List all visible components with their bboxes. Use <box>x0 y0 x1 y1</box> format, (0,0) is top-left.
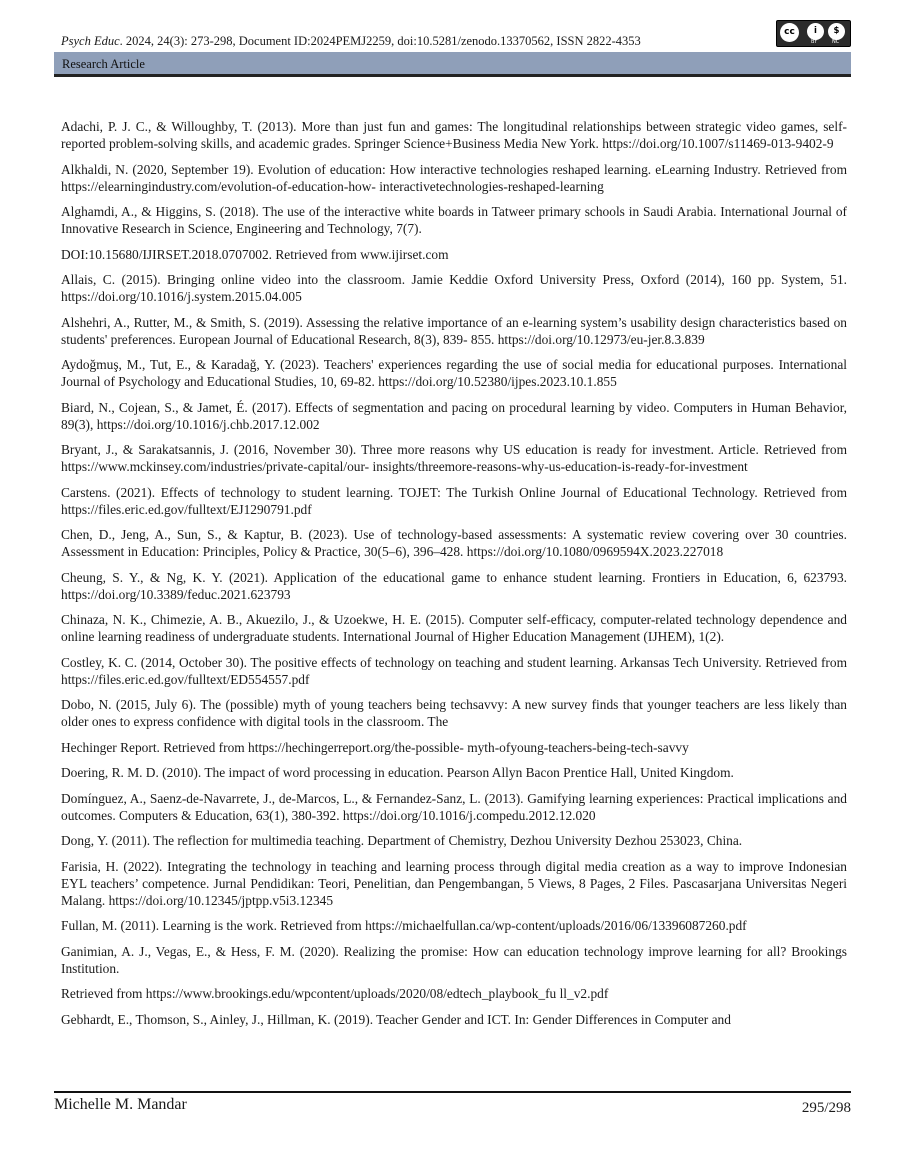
article-type-label: Research Article <box>62 57 145 71</box>
reference-entry: Adachi, P. J. C., & Willoughby, T. (2013). More than just fun and games: The longitudinal relationships between strategic video games, self-reported problem-solving skills, and academic grades. Springer Science+Business Media New York. https://doi.org/10.1007/s11469-013-9402-9 <box>61 119 847 151</box>
reference-entry: Fullan, M. (2011). Learning is the work. Retrieved from https://michaelfullan.ca/wp-content/uploads/2016/06/13396087260.pdf <box>61 918 747 933</box>
reference-entry: Bryant, J., & Sarakatsannis, J. (2016, November 30). Three more reasons why US education is ready for investment. Article. Retrieved from https://www.mckinsey.com/industries/private-capital/our- insights/threemore-reasons-why-us-education-is-ready-for-investment <box>61 442 847 474</box>
reference-entry: Doering, R. M. D. (2010). The impact of word processing in education. Pearson Allyn Bacon Prentice Hall, United Kingdom. <box>61 765 734 780</box>
reference-list <box>61 118 847 1036</box>
reference-entry: Retrieved from https://www.brookings.edu/wpcontent/uploads/2020/08/edtech_playbook_fu ll_v2.pdf <box>61 986 609 1001</box>
reference-entry: Allais, C. (2015). Bringing online video into the classroom. Jamie Keddie Oxford University Press, Oxford (2014), 160 pp. System, 51. https://doi.org/10.1016/j.system.2015.04.005 <box>61 272 847 304</box>
by-label: BY <box>811 39 818 45</box>
page-number: 295/298 <box>801 1100 851 1116</box>
citation-details: . 2024, 24(3): 273-298, Document ID:2024PEMJ2259, doi:10.5281/zenodo.13370562, ISSN 2822-4353 <box>119 34 641 48</box>
article-type-bar <box>54 52 851 77</box>
reference-entry: Chinaza, N. K., Chimezie, A. B., Akuezilo, J., & Uzoekwe, H. E. (2015). Computer self-efficacy, computer-related technology dependence and online learning readiness of undergraduate students. International Journal of Higher Education Management (IJHEM), 1(2). <box>61 612 847 644</box>
attribution-icon: i <box>807 23 824 40</box>
reference-entry: Alghamdi, A., & Higgins, S. (2018). The use of the interactive white boards in Tatweer primary schools in Saudi Arabia. International Journal of Innovative Research in Science, Engineering and Technology, 7(7). <box>61 204 847 236</box>
reference-entry: Cheung, S. Y., & Ng, K. Y. (2021). Application of the educational game to enhance student learning. Frontiers in Education, 6, 623793. https://doi.org/10.3389/feduc.2021.623793 <box>61 569 847 602</box>
reference-entry: Ganimian, A. J., Vegas, E., & Hess, F. M. (2020). Realizing the promise: How can education technology improve learning for all? Brookings Institution. <box>61 943 847 976</box>
reference-entry: Carstens. (2021). Effects of technology to student learning. TOJET: The Turkish Online Journal of Educational Technology. Retrieved from https://files.eric.ed.gov/fulltext/EJ1290791.pdf <box>61 484 847 517</box>
journal-citation-header <box>61 34 641 49</box>
reference-entry: Farisia, H. (2022). Integrating the technology in teaching and learning process through digital media creation as a way to improve Indonesian EYL teachers’ competence. Jurnal Pendidikan: Teori, Penelitian, dan Pengembangan, 5 Views, 8 Pages, 2 Files. Pascasarjana Universitas Negeri Malang. https://doi.org/10.12345/jptpp.v5i3.12345 <box>61 858 847 908</box>
reference-entry: Alshehri, A., Rutter, M., & Smith, S. (2019). Assessing the relative importance of an e-learning system’s usability design characteristics based on students' preferences. European Journal of Educational Research, 8(3), 839- 855. https://doi.org/10.12973/eu-jer.8.3.839 <box>61 314 847 347</box>
reference-entry: Aydoğmuş, M., Tut, E., & Karadağ, Y. (2023). Teachers' experiences regarding the use of social media for educational purposes. International Journal of Psychology and Educational Studies, 10, 69-82. https://doi.org/10.52380/ijpes.2023.10.1.855 <box>61 357 847 389</box>
noncommercial-icon: $ <box>828 23 845 40</box>
reference-entry: Hechinger Report. Retrieved from https://hechingerreport.org/the-possible- myth-ofyoung-teachers-being-tech-savvy <box>61 739 689 755</box>
journal-name: Psych Educ <box>61 34 120 48</box>
reference-entry: Gebhardt, E., Thomson, S., Ainley, J., Hillman, K. (2019). Teacher Gender and ICT. In: Gender Differences in Computer and <box>61 1011 731 1027</box>
cc-license-badge[interactable] <box>776 20 851 47</box>
reference-entry: Chen, D., Jeng, A., Sun, S., & Kaptur, B. (2023). Use of technology-based assessments: A systematic review covering over 30 countries. Assessment in Education: Principles, Policy & Practice, 30(5–6), 396–428. https://doi.org/10.1080/0969594X.2023.227018 <box>61 527 847 559</box>
footer-divider <box>54 1091 851 1093</box>
footer-author: Michelle M. Mandar <box>54 1096 187 1113</box>
reference-entry: DOI:10.15680/IJIRSET.2018.0707002. Retrieved from www.ijirset.com <box>61 246 449 262</box>
reference-entry: Dobo, N. (2015, July 6). The (possible) myth of young teachers being techsavvy: A new survey finds that younger teachers are less likely than older ones to express confidence with digital tools in the classroom. The <box>61 697 847 729</box>
nc-label: NC <box>832 39 840 45</box>
reference-entry: Dong, Y. (2011). The reflection for multimedia teaching. Department of Chemistry, Dezhou University Dezhou 253023, China. <box>61 833 743 848</box>
reference-entry: Biard, N., Cojean, S., & Jamet, É. (2017). Effects of segmentation and pacing on procedural learning by video. Computers in Human Behavior, 89(3), https://doi.org/10.1016/j.chb.2017.12.002 <box>61 399 847 432</box>
reference-entry: Costley, K. C. (2014, October 30). The positive effects of technology on teaching and student learning. Arkansas Tech University. Retrieved from https://files.eric.ed.gov/fulltext/ED554557.pdf <box>61 654 847 687</box>
reference-entry: Domínguez, A., Saenz-de-Navarrete, J., de-Marcos, L., & Fernandez-Sanz, L. (2013). Gamifying learning experiences: Practical implications and outcomes. Computers & Education, 63(1), 380-392. https://doi.org/10.1016/j.compedu.2012.12.020 <box>61 790 847 823</box>
reference-entry: Alkhaldi, N. (2020, September 19). Evolution of education: How interactive technologies reshaped learning. eLearning Industry. Retrieved from https://elearningindustry.com/evolution-of-education-how- interactivetechnologies-reshaped-learning <box>61 161 847 194</box>
cc-icon: cc <box>780 23 799 42</box>
